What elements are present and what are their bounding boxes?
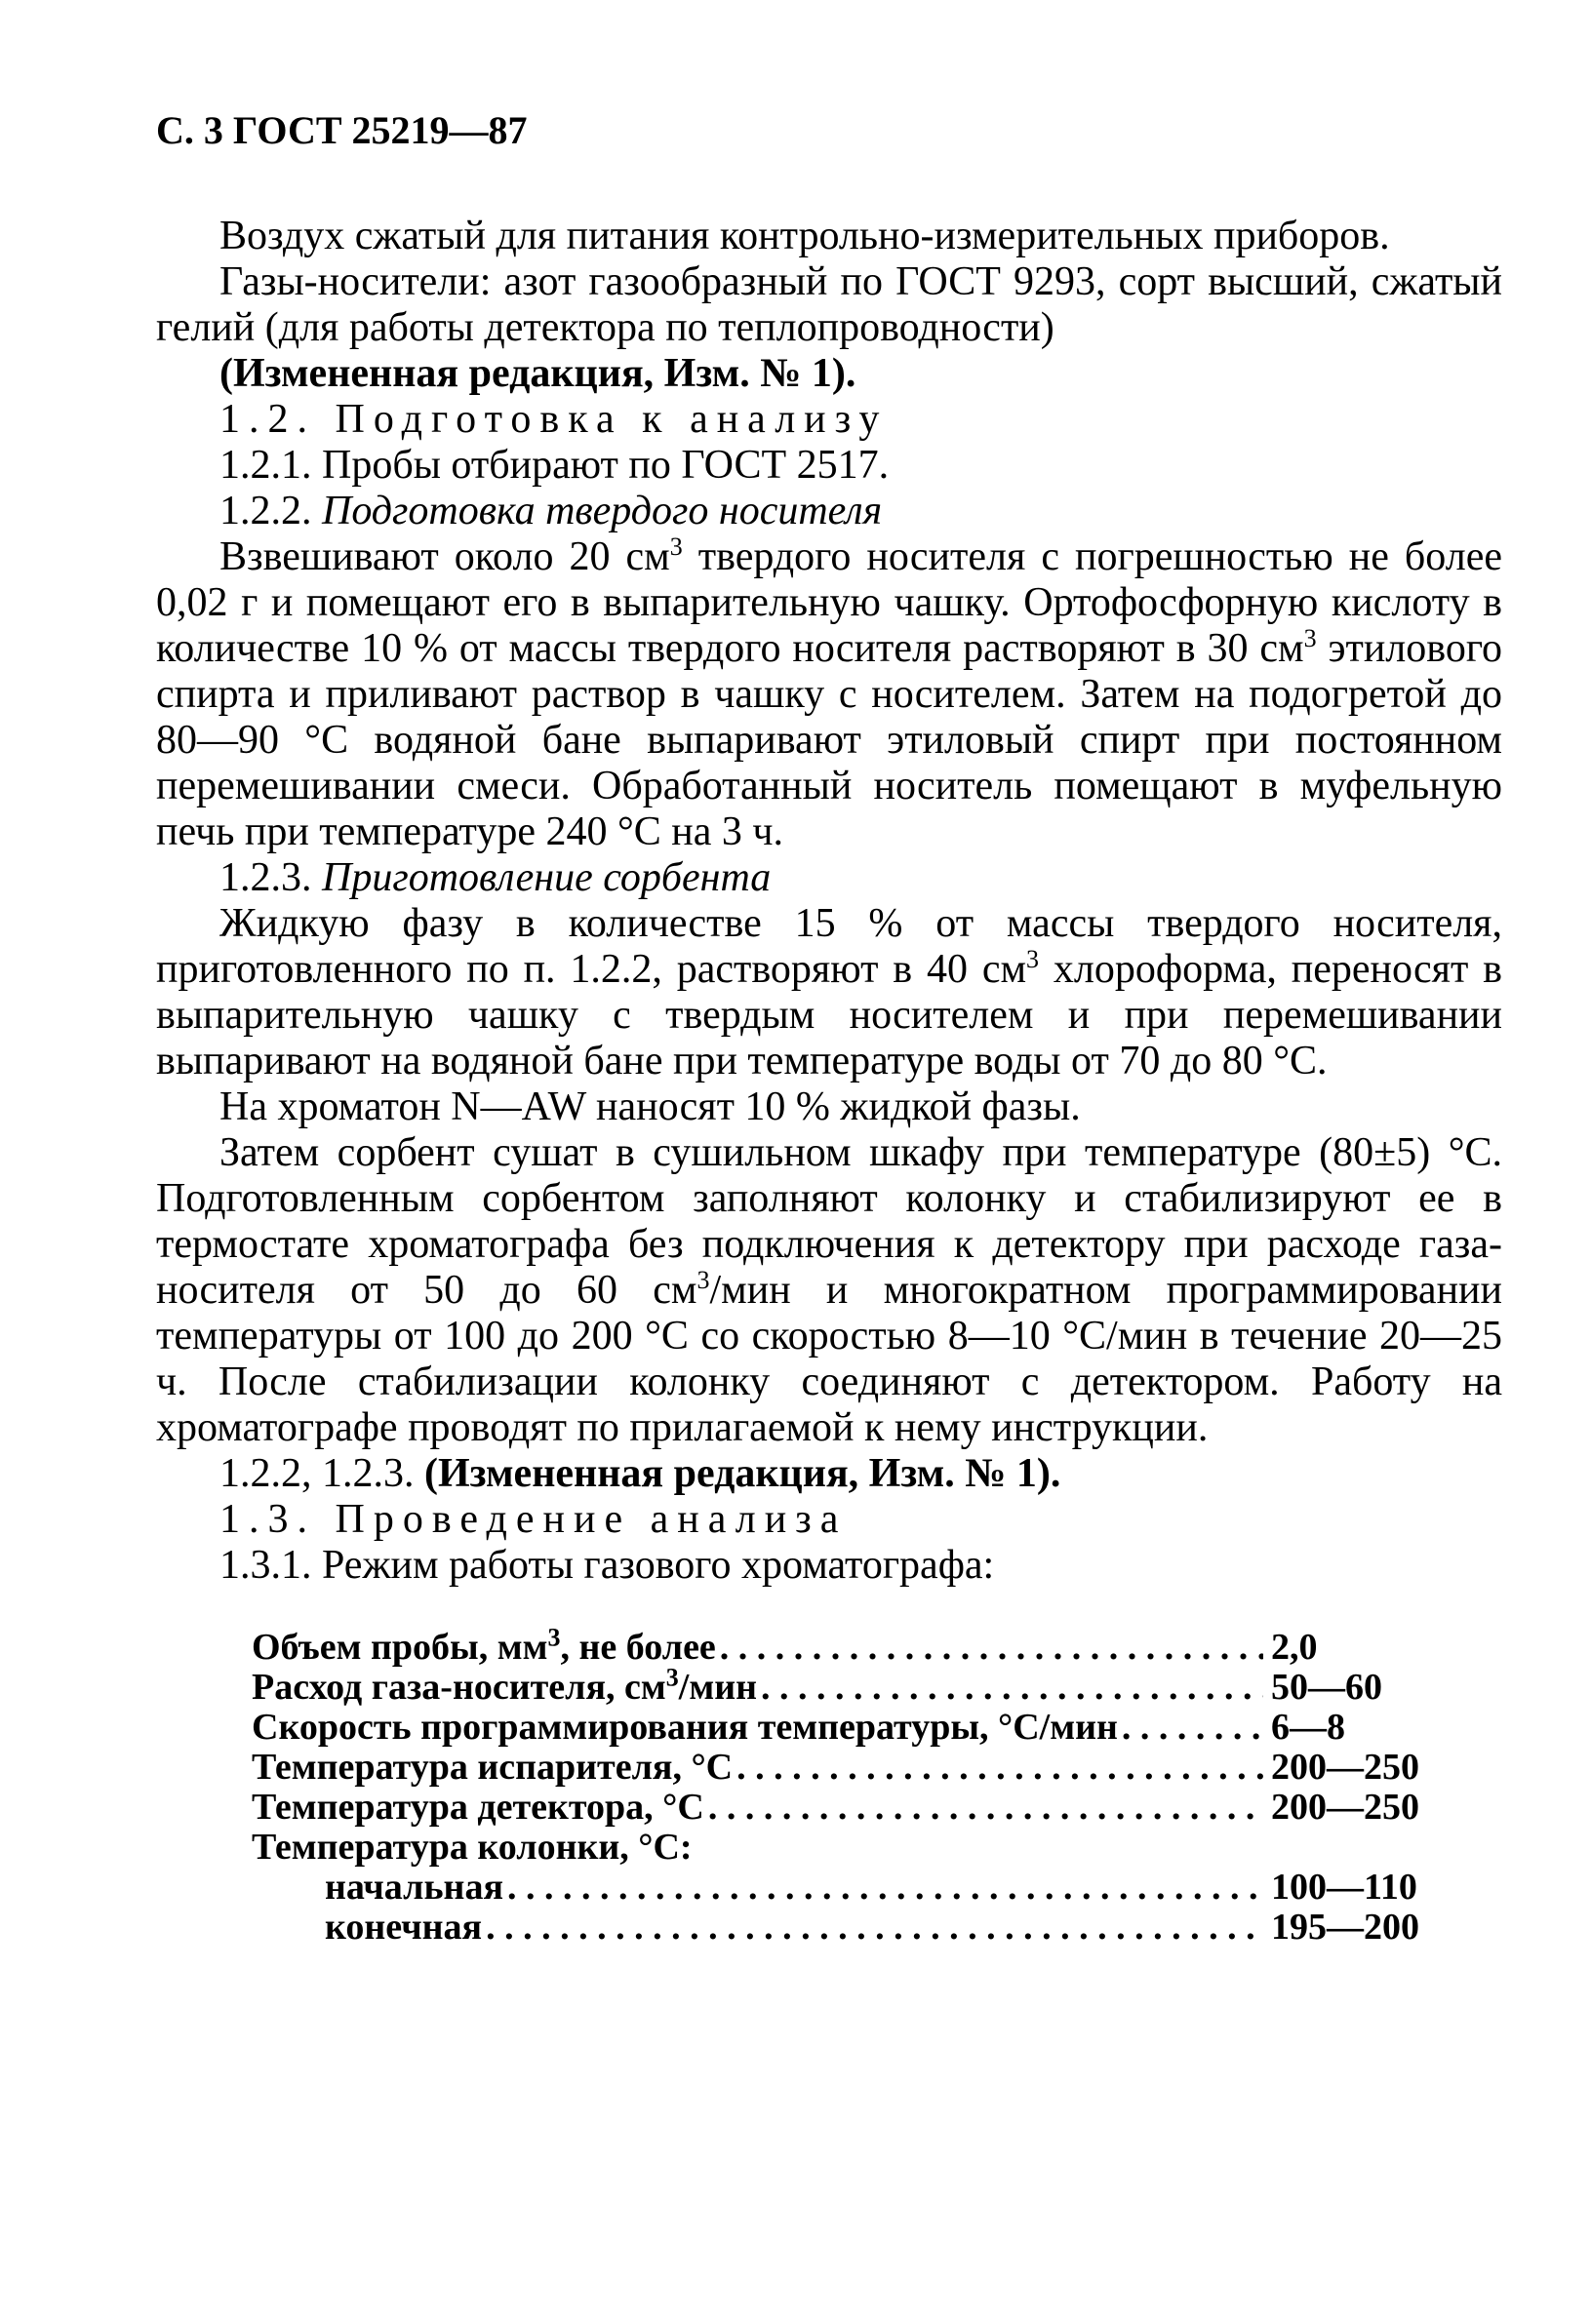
paragraph-carrier-gases: Газы-носители: азот газообразный по ГОСТ 9293, сорт высший, сжатый гелий (для работы детектора по теплопроводности): [156, 259, 1502, 350]
param-label: конечная: [325, 1907, 483, 1948]
paragraph-1-2-2: Взвешивают около 20 $см^3$ твердого носителя с погрешностью не более 0,02 г и помещают его в выпарительную чашку. Ортофосфорную кислоту в количестве 10 % от массы твердого носителя растворяют в 30 $см^3$ этилового спирта и приливают раствор в чашку с носителем. Затем на подогретой до 80—90 °С водяной бане выпаривают этиловый спирт при постоянном перемешивании смеси. Обработанный носитель помещают в муфельную печь при температуре 240 °С на 3 ч.: [156, 532, 1502, 854]
paragraph-sorbent-drying: Затем сорбент сушат в сушильном шкафу при температуре (80±5) °С. Подготовленным сорбентом заполняют колонку и стабилизируют ее в термостате хроматографа без подключения к детектору при расходе газа-носителя от 50 до 60 $см^3$/мин и многократном программировании температуры от 100 до 200 °С со скоростью 8—10 °С/мин в течение 20—25 ч. После стабилизации колонку соединяют с детектором. Работу на хроматографе проводят по прилагаемой к нему инструкции.: [156, 1130, 1502, 1450]
param-row-sample-volume: [252, 1623, 1452, 1668]
heading-1-2-2: [156, 489, 1502, 534]
superscript-3: 3: [1026, 945, 1040, 973]
heading-1-2-2-number: 1.2.2.: [219, 489, 312, 533]
paragraph-air: Воздух сжатый для питания контрольно-измерительных приборов.: [219, 214, 1390, 258]
leader-dots: [1122, 1708, 1263, 1748]
param-value: 50—60: [1271, 1667, 1382, 1708]
section-title-analysis: 1.3. Проведение анализа: [219, 1497, 848, 1542]
superscript-3: 3: [696, 1266, 710, 1294]
edit-note-2: [156, 1451, 1502, 1497]
paragraph-1-2-3: Жидкую фазу в количестве 15 % от массы твердого носителя, приготовленного по п. 1.2.2, растворяют в 40 $см^3$ хлороформа, переносят в выпарительную чашку с твердым носителем и при перемешивании выпаривают на водяной бане при температуре воды от 70 до 80 °С.: [156, 901, 1502, 1083]
param-row-detector-temp: [252, 1788, 1452, 1828]
param-row-program-rate: [252, 1708, 1452, 1748]
heading-1-2-3-title: Приготовление сорбента: [322, 855, 772, 900]
superscript-3: 3: [669, 532, 683, 561]
leader-dots: [736, 1748, 1263, 1788]
paragraph-1-2-1: 1.2.1. Пробы отбирают по ГОСТ 2517.: [219, 443, 890, 488]
param-row-gas-flow: [252, 1663, 1452, 1708]
param-row-evaporator-temp: [252, 1748, 1452, 1788]
param-row-column-initial: [252, 1868, 1452, 1908]
leader-dots: [720, 1628, 1263, 1668]
param-value: 100—110: [1271, 1867, 1417, 1908]
leader-dots: [761, 1668, 1263, 1708]
heading-1-2-3: [156, 855, 1502, 901]
param-label: Объем пробы, $мм^3$, не более: [252, 1623, 716, 1668]
param-row-column-final: [252, 1908, 1452, 1948]
param-label: Температура испарителя, °С: [252, 1747, 734, 1788]
leader-dots: [486, 1908, 1263, 1948]
heading-1-2-2-title: Подготовка твердого носителя: [322, 489, 883, 533]
page-header: С. 3 ГОСТ 25219—87: [156, 108, 528, 152]
section-title-preparation: 1.2. Подготовка к анализу: [219, 397, 889, 442]
param-label: начальная: [325, 1867, 504, 1908]
param-value: 2,0: [1271, 1627, 1318, 1668]
document-page: [156, 107, 1502, 1948]
paragraph-1-3-1: 1.3.1. Режим работы газового хроматографа:: [219, 1543, 995, 1588]
param-value: 6—8: [1271, 1707, 1345, 1748]
heading-1-2-3-number: 1.2.3.: [219, 855, 312, 900]
paragraph-chromaton: На хроматон N—AW наносят 10 % жидкой фазы.: [219, 1084, 1081, 1129]
param-label: Температура детектора, °С: [252, 1787, 704, 1828]
leader-dots: [708, 1788, 1263, 1828]
param-group-column-temp: Температура колонки, °С:: [252, 1827, 693, 1868]
edit-note-1: (Измененная редакция, Изм. № 1).: [219, 351, 856, 396]
param-value: 200—250: [1271, 1747, 1419, 1788]
edit-note-2-ref: 1.2.2, 1.2.3.: [219, 1451, 415, 1496]
param-value: 200—250: [1271, 1787, 1419, 1828]
superscript-3: 3: [1303, 624, 1317, 652]
param-value: 195—200: [1271, 1907, 1419, 1948]
chromatograph-parameters-table: [252, 1623, 1452, 1948]
edit-note-2-text: (Измененная редакция, Изм. № 1).: [424, 1451, 1061, 1496]
param-label: Расход газа-носителя, $см^3$/мин: [252, 1663, 757, 1708]
leader-dots: [507, 1868, 1263, 1908]
param-label: Скорость программирования температуры, °С/мин: [252, 1707, 1118, 1748]
